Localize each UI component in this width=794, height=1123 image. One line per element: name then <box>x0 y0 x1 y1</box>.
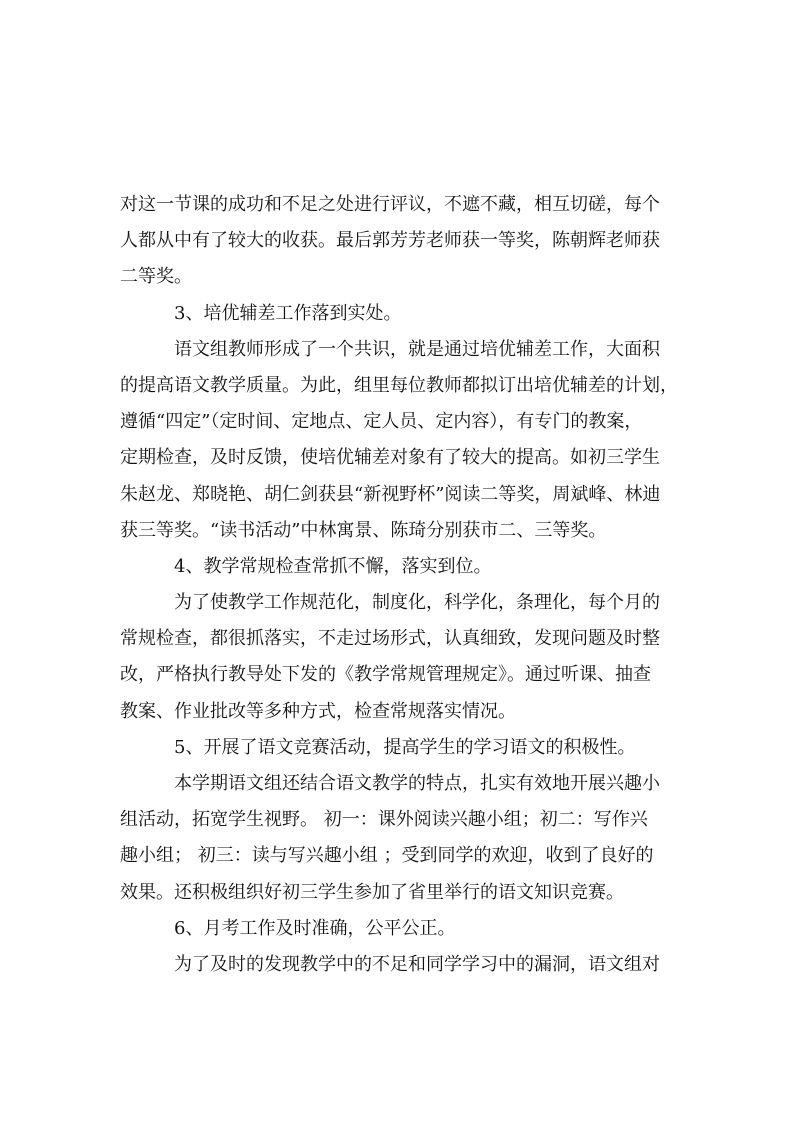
text-line: 组活动，拓宽学生视野。 初一：课外阅读兴趣小组；初二：写作兴 <box>120 809 648 831</box>
text-line: 趣小组； 初三：读与写兴趣小组 ；受到同学的欢迎，收到了良好的 <box>120 845 654 867</box>
text-line: 为了使教学工作规范化，制度化，科学化，条理化，每个月的 <box>174 592 660 614</box>
text-line: 3、培优辅差工作落到实处。 <box>174 302 402 324</box>
text-line: 定期检查，及时反馈，使培优辅差对象有了较大的提高。如初三学生 <box>120 447 660 469</box>
text-line: 遵循“四定”（定时间、定地点、定人员、定内容），有专门的教案， <box>120 411 643 433</box>
text-line: 常规检查，都很抓落实，不走过场形式，认真细致，发现问题及时整 <box>120 628 660 650</box>
text-line: 教案、作业批改等多种方式，检查常规落实情况。 <box>120 700 516 722</box>
text-line: 4、教学常规检查常抓不懈，落实到位。 <box>174 555 492 577</box>
document-body <box>120 187 680 983</box>
text-line: 5、开展了语文竞赛活动，提高学生的学习语文的积极性。 <box>174 736 636 758</box>
text-line: 朱赵龙、郑晓艳、胡仁剑获县“新视野杯”阅读二等奖，周斌峰、林迪 <box>120 483 661 505</box>
text-line: 获三等奖。“读书活动”中林寓景、陈琦分别获市二、三等奖。 <box>120 519 607 541</box>
text-line: 对这一节课的成功和不足之处进行评议，不遮不藏，相互切磋，每个 <box>120 194 660 215</box>
text-line: 语文组教师形成了一个共识，就是通过培优辅差工作，大面积 <box>174 338 660 360</box>
text-line: 6、月考工作及时准确，公平公正。 <box>174 917 456 939</box>
text-line: 改，严格执行教导处下发的《教学常规管理规定》。通过听课、抽查 <box>120 664 651 686</box>
text-line: 二等奖。 <box>120 266 192 288</box>
text-line: 为了及时的发现教学中的不足和同学学习中的漏洞，语文组对 <box>174 953 660 975</box>
text-line: 效果。还积极组织好初三学生参加了省里举行的语文知识竞赛。 <box>120 881 624 903</box>
text-line: 人都从中有了较大的收获。最后郭芳芳老师获一等奖，陈朝辉老师获 <box>120 230 660 252</box>
text-line: 本学期语文组还结合语文教学的特点，扎实有效地开展兴趣小 <box>174 773 660 794</box>
text-line: 的提高语文教学质量。为此，组里每位教师都拟订出培优辅差的计划， <box>120 374 678 396</box>
